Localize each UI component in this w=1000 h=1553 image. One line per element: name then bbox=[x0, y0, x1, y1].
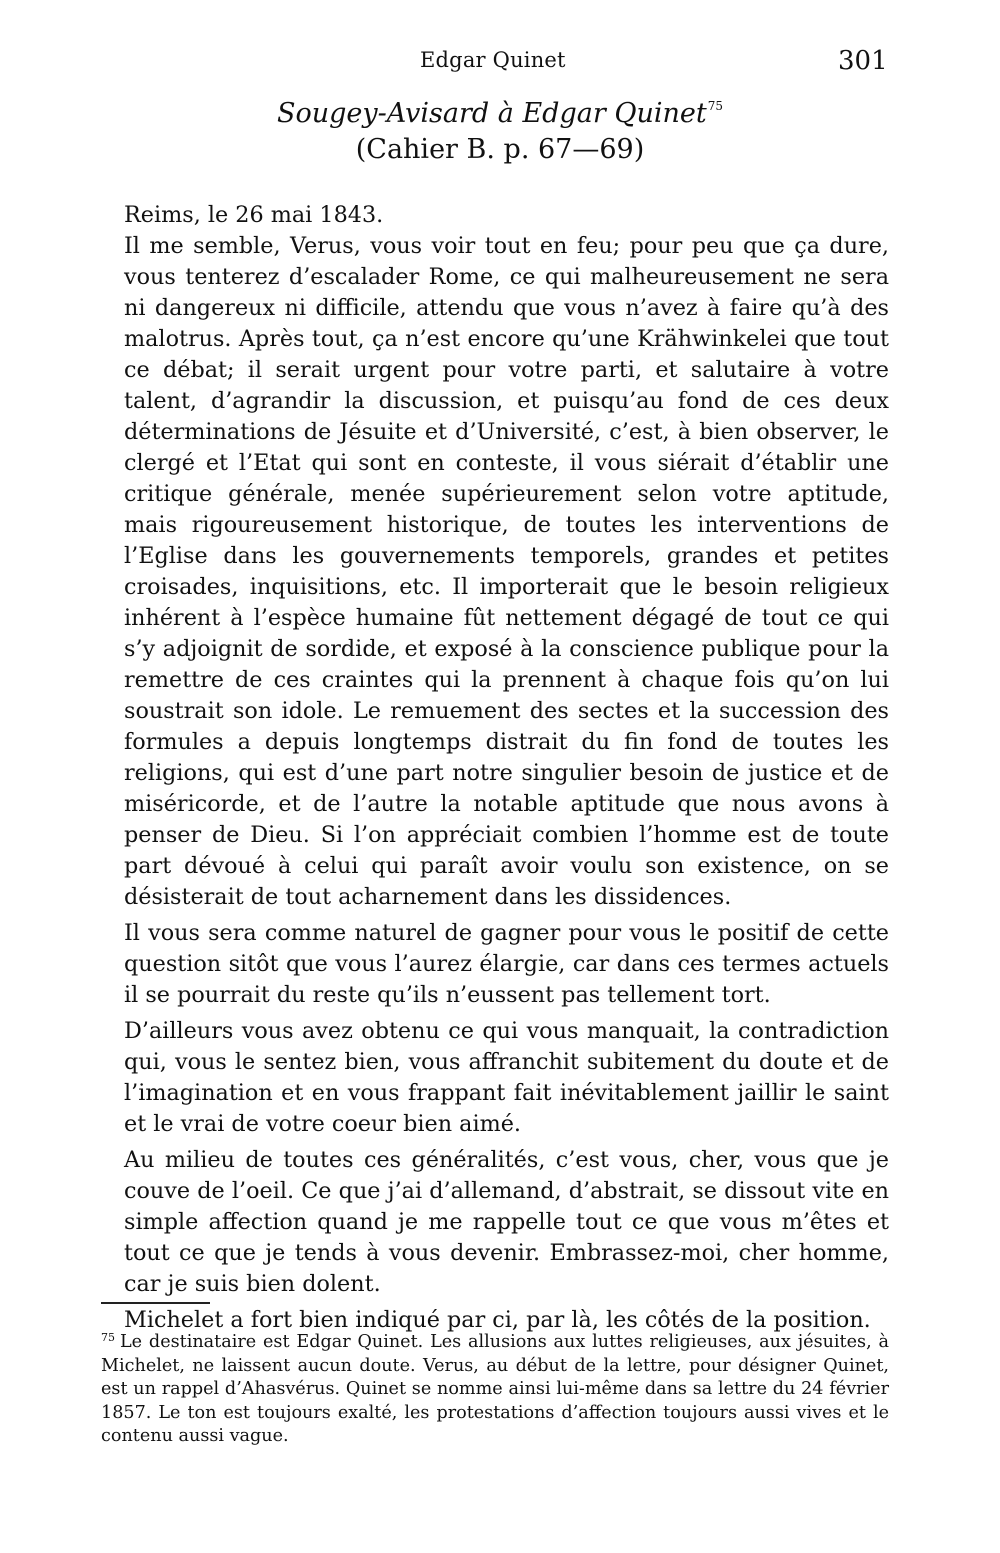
dateline: Reims, le 26 mai 1843. bbox=[124, 202, 384, 228]
footnote-divider bbox=[101, 1302, 210, 1304]
letter-body bbox=[124, 200, 889, 1341]
paragraph: Au milieu de toutes ces généralités, c’est vous, cher, vous que je couve de l’oeil. Ce que j’ai d’allemand, d’abstrait, se dissout vite en simple affection quand je me rappelle tout ce que vous m’êtes et tout ce que je tends à vous devenir. Embrassez-moi, cher homme, car je suis bien dolent. bbox=[124, 1147, 889, 1297]
letter-title-text: Sougey-Avisard à Edgar Quinet bbox=[276, 98, 707, 129]
footnote-text: Le destinataire est Edgar Quinet. Les allusions aux luttes religieuses, aux jésuites, à Michelet, ne laissent aucun doute. Verus, au début de la lettre, pour désigner Quinet, est un rappel d’Ahasvérus. Quinet se nomme ainsi lui-même dans sa lettre du 24 février 1857. Le ton est toujours exalté, les protestations d’affection toujours aussi vives et le contenu aussi vague. bbox=[101, 1332, 889, 1446]
footnote-reference: 75 bbox=[707, 99, 723, 113]
footnote-marker: 75 bbox=[101, 1331, 115, 1344]
footnote bbox=[101, 1326, 889, 1449]
letter-source: (Cahier B. p. 67—69) bbox=[355, 134, 645, 165]
page-number: 301 bbox=[838, 46, 888, 76]
paragraph: Il vous sera comme naturel de gagner pour vous le positif de cette question sitôt que vous l’aurez élargie, car dans ces termes actuels il se pourrait du reste qu’ils n’eussent pas tellement tort. bbox=[124, 920, 889, 1008]
paragraph: Il me semble, Verus, vous voir tout en feu; pour peu que ça dure, vous tenterez d’escalader Rome, ce qui malheureusement ne sera ni dangereux ni difficile, attendu que vous n’avez à faire qu’à des malotrus. Après tout, ça n’est encore qu’une Krähwinkelei que tout ce débat; il serait urgent pour votre parti, et salutaire à votre talent, d’agrandir la discussion, et puisqu’au fond de ces deux déterminations de Jésuite et d’Université, c’est, à bien observer, le clergé et l’Etat qui sont en conteste, il vous siérait d’établir une critique générale, menée supérieurement selon votre aptitude, mais rigoureusement historique, de toutes les interventions de l’Eglise dans les gouvernements temporels, grandes et petites croisades, inquisitions, etc. Il importerait que le besoin religieux inhérent à l’espèce humaine fût nettement dégagé de tout ce qui s’y adjoignit de sordide, et exposé à la conscience publique pour la remettre de ces craintes qui la prennent à chaque fois qu’on lui soustrait son idole. Le remuement des sectes et la succession des formules a depuis longtemps distrait du fin fond de toutes les religions, qui est d’une part notre singulier besoin de justice et de miséricorde, et de l’autre la notable aptitude que nous avons à penser de Dieu. Si l’on appréciait combien l’homme est de toute part dévoué à celui qui paraît avoir voulu son existence, on se désisterait de tout acharnement dans les dissidences. bbox=[124, 233, 889, 910]
letter-title bbox=[0, 98, 1000, 129]
paragraph: Michelet a fort bien indiqué par ci, par là, les côtés de la position. bbox=[124, 1307, 871, 1333]
paragraph: D’ailleurs vous avez obtenu ce qui vous manquait, la contradiction qui, vous le sentez bien, vous affranchit subitement du doute et de l’imagination et en vous frappant fait inévitablement jaillir le saint et le vrai de votre coeur bien aimé. bbox=[124, 1018, 889, 1137]
running-head: Edgar Quinet bbox=[420, 48, 566, 72]
